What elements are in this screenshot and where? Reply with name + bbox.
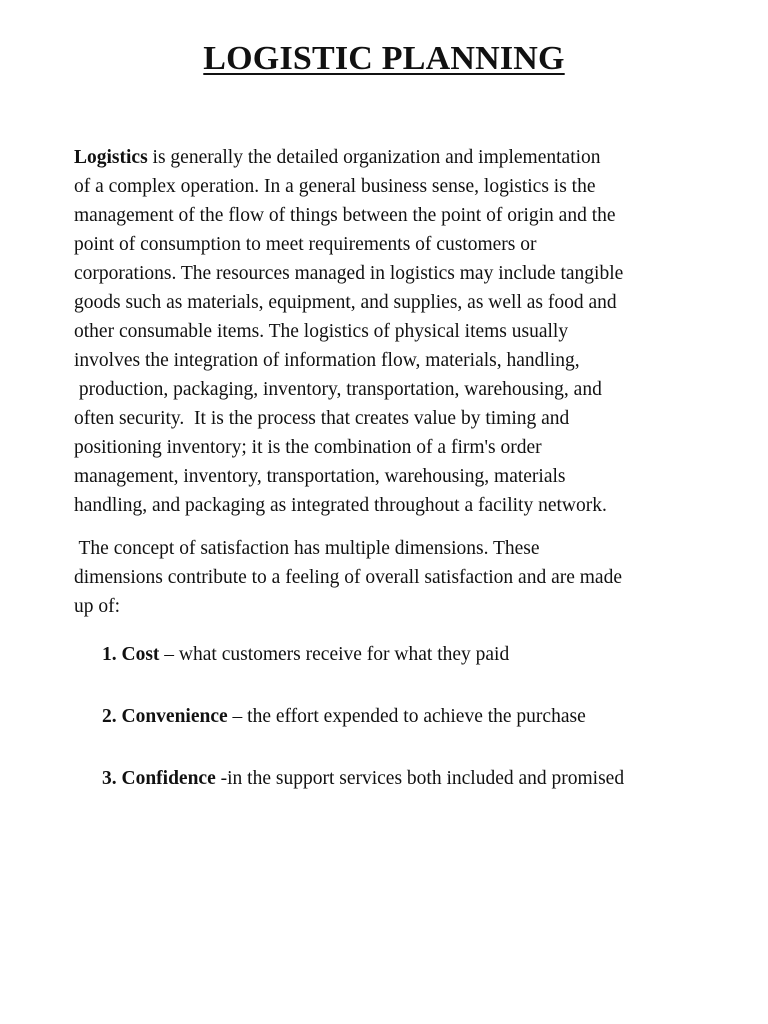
paragraph-satisfaction-intro [74, 534, 714, 621]
list-item-confidence [102, 764, 722, 793]
paragraph-line: handling, and packaging as integrated throughout a facility network. [74, 495, 607, 516]
paragraph-line: goods such as materials, equipment, and supplies, as well as food and [74, 292, 617, 313]
paragraph-line: involves the integration of information flow, materials, handling, [74, 350, 580, 371]
paragraph-line: often security. It is the process that creates value by timing and [74, 408, 570, 429]
paragraph-line: dimensions contribute to a feeling of overall satisfaction and are made [74, 567, 622, 588]
paragraph-line: corporations. The resources managed in logistics may include tangible [74, 263, 624, 284]
page-title: LOGISTIC PLANNING [203, 40, 565, 77]
list-item-cost [102, 640, 722, 669]
list-description: – the effort expended to achieve the purchase [227, 706, 586, 727]
paragraph-line-text: is generally the detailed organization and implementation [147, 147, 601, 168]
paragraph-line: management, inventory, transportation, warehousing, materials [74, 466, 566, 487]
paragraph-line: of a complex operation. In a general business sense, logistics is the [74, 176, 596, 197]
bold-term-logistics: Logistics [74, 147, 148, 168]
paragraph-line: management of the flow of things between the point of origin and the [74, 205, 616, 226]
paragraph-line [74, 143, 714, 172]
paragraph-line: positioning inventory; it is the combination of a firm's order [74, 437, 542, 458]
list-number: 3. [102, 768, 117, 789]
paragraph-logistics-definition [74, 143, 714, 520]
paragraph-line: up of: [74, 596, 121, 617]
list-item-convenience [102, 702, 722, 731]
list-number: 1. [102, 644, 117, 665]
list-description: -in the support services both included and promised [215, 768, 625, 789]
list-term: Convenience [121, 706, 228, 727]
list-term: Cost [121, 644, 160, 665]
paragraph-line: other consumable items. The logistics of physical items usually [74, 321, 569, 342]
list-number: 2. [102, 706, 117, 727]
paragraph-line: The concept of satisfaction has multiple dimensions. These [74, 538, 540, 559]
paragraph-line: production, packaging, inventory, transportation, warehousing, and [74, 379, 602, 400]
list-description: – what customers receive for what they paid [159, 644, 510, 665]
list-term: Confidence [121, 768, 216, 789]
paragraph-line: point of consumption to meet requirements of customers or [74, 234, 537, 255]
satisfaction-dimensions-list [102, 640, 722, 826]
